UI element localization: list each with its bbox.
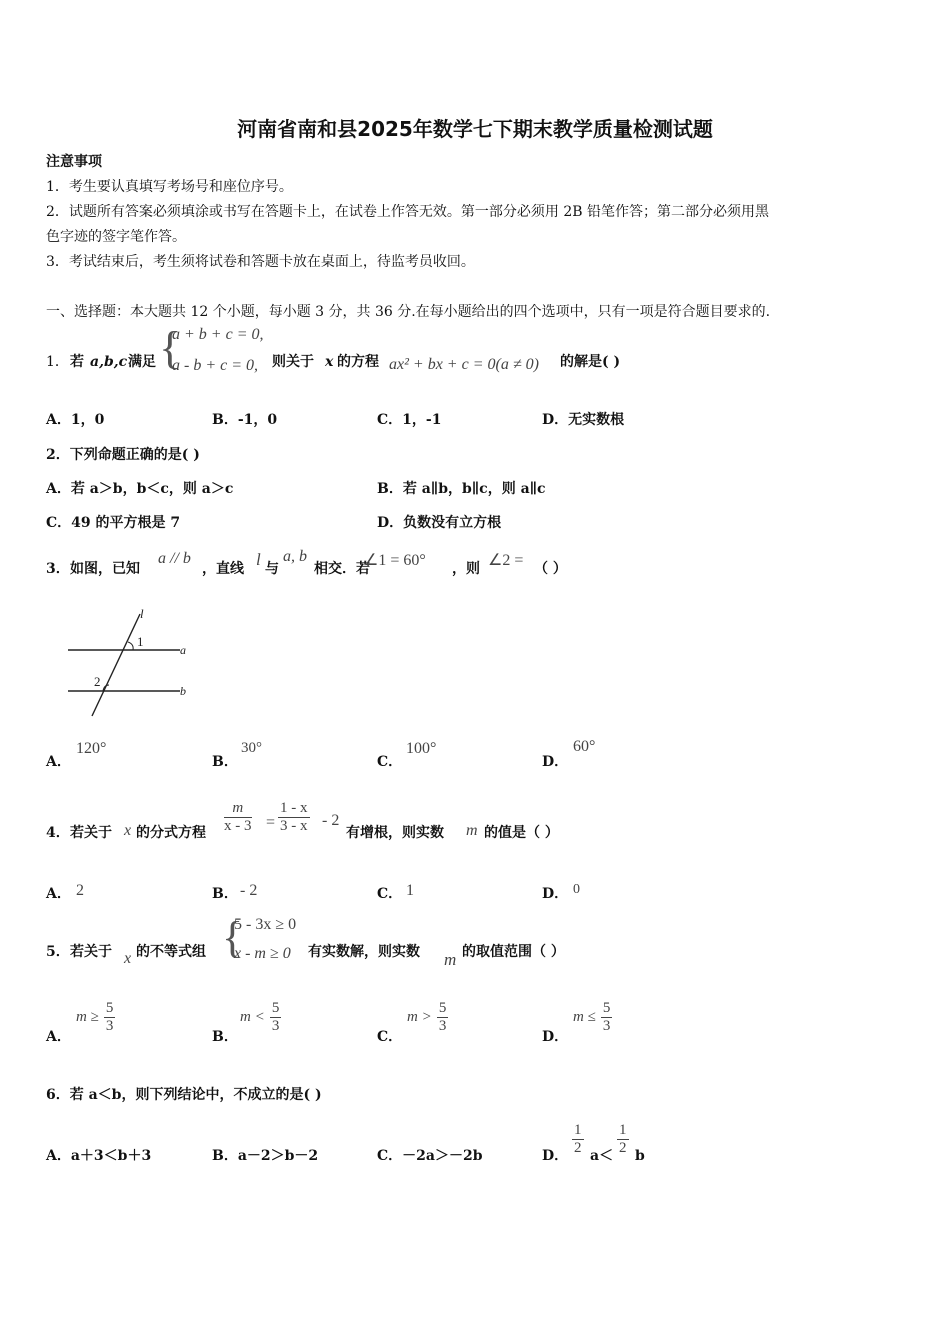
q1-equation-2: a - b + c = 0, — [172, 357, 259, 374]
q6-option-d-middle: a＜ — [590, 1148, 614, 1164]
q2-option-b: B．若 a∥b，b∥c，则 a∥c — [377, 481, 546, 497]
fraction-denominator: 3 — [602, 1018, 611, 1034]
q4-minus-two: - 2 — [322, 812, 340, 829]
fraction-numerator: 5 — [602, 1000, 611, 1016]
q5-option-d-relation: m ≤ — [573, 1009, 596, 1025]
q4-fraction-2-denominator: 3 - x — [280, 818, 308, 834]
q6-option-d-label: D． — [542, 1148, 569, 1164]
q5-option-d-label: D． — [542, 1029, 569, 1045]
q3-text-3: 与 — [265, 561, 279, 577]
q4-text-2: 的分式方程 — [136, 825, 206, 841]
q3-option-b-label: B． — [212, 754, 238, 770]
q2-option-d: D．负数没有立方根 — [377, 515, 502, 531]
q3-math-4: ∠1 = 60° — [364, 552, 426, 569]
q3-text-4: 相交．若 — [314, 561, 370, 577]
q4-m: m — [466, 822, 478, 839]
q3-option-c-label: C． — [377, 754, 403, 770]
q3-math-2: l — [256, 550, 261, 569]
q1-number: 1． — [46, 354, 69, 370]
q4-option-a-value: 2 — [76, 882, 84, 899]
q5-text-4: 的取值范围（ ） — [462, 944, 565, 960]
q5-option-b-value — [240, 1000, 281, 1035]
q3-option-c-value: 100° — [406, 740, 437, 757]
q5-option-a-value — [76, 1000, 115, 1035]
parallel-lines-figure — [60, 606, 200, 720]
q6-option-d-fraction-2 — [617, 1122, 629, 1157]
q2-text: 2．下列命题正确的是( ) — [46, 447, 200, 463]
q2-option-c: C．49 的平方根是 7 — [46, 515, 181, 531]
q1-text-1: 若 — [70, 354, 84, 370]
q1-text-5: 的解是( ) — [560, 354, 621, 370]
q3-option-b-value: 30° — [241, 740, 262, 756]
notice-item: 色字迹的签字笔作答。 — [46, 229, 186, 245]
q3-option-d-label: D． — [542, 754, 569, 770]
q6-option-d-end: b — [635, 1148, 645, 1164]
q5-option-d-value — [573, 1000, 612, 1035]
q5-option-b-fraction — [270, 1000, 282, 1035]
q1-option-d: D．无实数根 — [542, 412, 625, 428]
q4-fraction-1-denominator: x - 3 — [224, 818, 252, 834]
q5-text-2: 的不等式组 — [136, 944, 206, 960]
q3-text-6: （ ） — [534, 561, 567, 577]
q3-text-1: 如图，已知 — [70, 561, 140, 577]
q4-number: 4． — [46, 825, 70, 841]
notice-item: 1．考生要认真填写考场号和座位序号。 — [46, 179, 293, 195]
question-5 — [46, 914, 926, 970]
q6-option-d — [542, 1120, 742, 1170]
question-3 — [46, 546, 926, 582]
q5-m: m — [444, 950, 457, 969]
q4-text-4: 的值是（ ） — [484, 825, 559, 841]
q5-option-b-relation: m < — [240, 1009, 265, 1025]
fraction-numerator: 1 — [574, 1122, 582, 1138]
fraction-denominator: 3 — [438, 1018, 447, 1034]
notice-item: 3．考试结束后，考生须将试卷和答题卡放在桌面上，待监考员收回。 — [46, 254, 475, 270]
q1-x: x — [325, 354, 334, 370]
q4-option-b-label: B． — [212, 886, 238, 902]
line-l — [92, 614, 140, 716]
fraction-numerator: 5 — [438, 1000, 447, 1016]
figure-label-l: l — [140, 606, 144, 621]
q1-option-b: B．-1，0 — [212, 412, 278, 428]
q4-equals: = — [266, 814, 276, 831]
fraction-denominator: 2 — [619, 1140, 627, 1156]
q4-x: x — [124, 822, 132, 839]
q1-text-2: 满足 — [128, 354, 156, 370]
q4-fraction-1-numerator: m — [224, 800, 252, 818]
question-4 — [46, 796, 926, 848]
q4-fraction-1 — [224, 800, 252, 835]
q3-number: 3． — [46, 561, 70, 577]
q5-option-b-label: B． — [212, 1029, 238, 1045]
q4-option-a-label: A． — [46, 886, 71, 902]
q1-text-3: 则关于 — [272, 354, 314, 370]
q5-number: 5． — [46, 944, 70, 960]
q5-option-c-relation: m > — [407, 1009, 432, 1025]
q4-text-1: 若关于 — [70, 825, 112, 841]
q4-option-b-value: - 2 — [240, 882, 258, 899]
q6-option-a: A．a＋3＜b＋3 — [46, 1148, 152, 1164]
q5-inequality-2: x - m ≥ 0 — [234, 945, 291, 962]
fraction-denominator: 2 — [574, 1140, 582, 1156]
left-brace-icon: { — [222, 913, 244, 962]
q6-option-b: B．a－2＞b－2 — [212, 1148, 319, 1164]
q4-option-d-value: 0 — [573, 882, 580, 897]
q3-text-5: ，则 — [452, 561, 480, 577]
q3-option-a-label: A． — [46, 754, 71, 770]
figure-label-2: 2 — [94, 674, 101, 689]
q6-option-c: C．－2a＞－2b — [377, 1148, 483, 1164]
q4-option-c-value: 1 — [406, 882, 414, 899]
q6-option-d-fraction-1 — [572, 1122, 584, 1157]
q5-option-c-fraction — [437, 1000, 449, 1035]
q5-option-c-label: C． — [377, 1029, 403, 1045]
question-1 — [46, 322, 926, 384]
notice-heading: 注意事项 — [46, 154, 102, 170]
section-heading: 一、选择题：本大题共 12 个小题，每小题 3 分，共 36 分.在每小题给出的四个选项中，只有一项是符合题目要求的. — [46, 304, 771, 320]
q1-text-4: 的方程 — [337, 354, 379, 370]
q2-option-a: A．若 a＞b，b＜c，则 a＞c — [46, 481, 234, 497]
angle-1-arc — [128, 642, 133, 650]
q4-option-c-label: C． — [377, 886, 403, 902]
notice-item: 2．试题所有答案必须填涂或书写在答题卡上，在试卷上作答无效。第一部分必须用 2B 铅笔作答；第二部分必须用黑 — [46, 204, 769, 220]
q5-option-d-fraction — [601, 1000, 613, 1035]
fraction-numerator: 5 — [105, 1000, 114, 1016]
q4-text-3: 有增根，则实数 — [346, 825, 444, 841]
q3-math-3: a, b — [283, 548, 307, 565]
q5-option-a-label: A． — [46, 1029, 71, 1045]
q3-option-a-value: 120° — [76, 740, 107, 757]
q5-x: x — [124, 950, 132, 967]
figure-label-b: b — [180, 684, 186, 698]
fraction-numerator: 5 — [271, 1000, 280, 1016]
q6-text: 6．若 a＜b，则下列结论中，不成立的是( ) — [46, 1087, 322, 1103]
figure-label-1: 1 — [137, 634, 144, 649]
q3-option-d-value: 60° — [573, 738, 596, 755]
q5-text-1: 若关于 — [70, 944, 112, 960]
q4-option-d-label: D． — [542, 886, 569, 902]
q3-text-2: ，直线 — [202, 561, 244, 577]
q3-math-1: a // b — [158, 550, 191, 567]
q1-vars: a,b,c — [90, 354, 128, 370]
q5-inequality-1: 5 - 3x ≥ 0 — [234, 916, 297, 933]
figure-label-a: a — [180, 643, 186, 657]
q1-option-a: A．1，0 — [46, 412, 105, 428]
q1-equation-1: a + b + c = 0, — [172, 326, 264, 343]
q1-option-c: C．1，-1 — [377, 412, 442, 428]
q1-equation-3: ax² + bx + c = 0(a ≠ 0) — [389, 356, 539, 373]
page-title: 河南省南和县2025年数学七下期末教学质量检测试题 — [237, 117, 713, 141]
q4-fraction-2 — [278, 800, 310, 835]
fraction-numerator: 1 — [619, 1122, 627, 1138]
q5-option-a-relation: m ≥ — [76, 1009, 99, 1025]
q5-text-3: 有实数解，则实数 — [308, 944, 420, 960]
q5-option-c-value — [407, 1000, 448, 1035]
fraction-denominator: 3 — [105, 1018, 114, 1034]
q3-math-5: ∠2 = — [488, 552, 524, 569]
left-brace-icon: { — [159, 322, 182, 373]
q4-fraction-2-numerator: 1 - x — [280, 800, 308, 816]
q5-option-a-fraction — [104, 1000, 116, 1035]
fraction-denominator: 3 — [271, 1018, 280, 1034]
